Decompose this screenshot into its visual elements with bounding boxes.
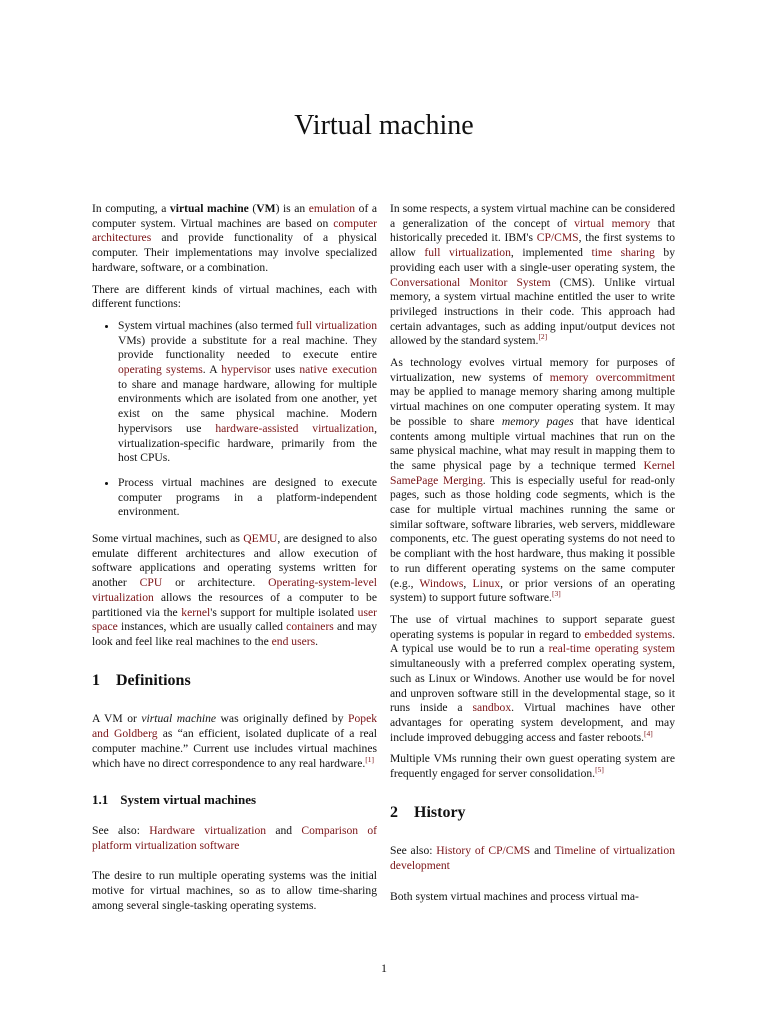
text: and [530, 844, 555, 858]
link-memory-overcommitment[interactable]: memory overcommitment [549, 370, 675, 384]
text: that historically preceded it. IBM's [390, 216, 675, 245]
link-kernel[interactable]: kernel [181, 605, 211, 619]
link-operating-systems[interactable]: operating systems [118, 363, 203, 377]
text: uses [270, 363, 300, 377]
consolidation-paragraph [390, 752, 675, 781]
link-qemu[interactable]: QEMU [243, 532, 278, 546]
page-number: 1 [381, 961, 387, 975]
subsection-title: System virtual machines [120, 792, 257, 808]
link-cp-cms[interactable]: CP/CMS [536, 231, 579, 245]
text: ( [248, 202, 257, 215]
text: that have identical contents among multiple virtual machines that run on the same physical machine, what may result in mapping them to the same physical page by a technique termed [390, 414, 675, 472]
link-history-of-cp-cms[interactable]: History of CP/CMS [436, 844, 531, 858]
text: or architecture. [162, 576, 269, 590]
definition-paragraph [92, 712, 377, 771]
link-timeline-of-virtualization[interactable]: Timeline of virtualization development [390, 844, 675, 873]
link-full-virtualization-2[interactable]: full virtualization [424, 246, 511, 260]
see-also-history [390, 844, 675, 873]
italic-term: memory pages [501, 414, 574, 428]
text: to share and manage hardware, allowing for multiple environments which are isolated from one another, yet exist on the same physical machine. Modern hypervisors use [118, 377, 377, 435]
link-kernel-samepage-merging[interactable]: Kernel SamePage Merging [390, 458, 675, 487]
text: , implemented [510, 246, 592, 260]
link-embedded-systems[interactable]: embedded systems [584, 627, 673, 641]
citation-3[interactable]: [3] [551, 589, 561, 599]
text: and may look and feel like real machines to the [92, 620, 377, 648]
text: by providing each user with a single-user operating system, the [390, 246, 675, 274]
text: See also: [390, 844, 437, 858]
link-popek-and-goldberg[interactable]: Popek and Goldberg [92, 712, 378, 741]
text: instances, which are usually called [117, 620, 287, 634]
list-item-system-vm [118, 319, 377, 466]
link-native-execution[interactable]: native execution [299, 363, 378, 377]
text: may be applied to manage memory sharing among multiple virtual machines on one computer operating system. It may be possible to share [390, 385, 675, 428]
kinds-paragraph: There are different kinds of virtual machines, each with different functions: [92, 282, 377, 311]
text: In some respects, a system virtual machine can be considered a generalization of the concept of [390, 202, 675, 230]
text: VMs) provide a substitute for a real machine. They provide functionality needed to execute entire [118, 333, 377, 362]
citation-2[interactable]: [2] [538, 332, 548, 342]
motive-paragraph: The desire to run multiple operating systems was the initial motive for virtual machines, so as to allow time-sharing among several single-tasking operating systems. [92, 869, 377, 912]
section-title: History [414, 803, 466, 821]
link-containers[interactable]: containers [286, 620, 334, 634]
link-computer-architectures[interactable]: computer architectures [92, 216, 377, 245]
link-virtual-memory[interactable]: virtual memory [574, 216, 651, 230]
text: as “an efficient, isolated duplicate of a real computer machine.” Current use includes virtual machines which have no direct correspondence to any real hardware. [92, 727, 377, 770]
text: As technology evolves virtual memory for purposes of virtualization, new systems of [390, 356, 675, 384]
link-time-sharing[interactable]: time sharing [591, 246, 655, 260]
left-column [92, 202, 377, 920]
section-title: Definitions [116, 671, 191, 689]
citation-1[interactable]: [1] [365, 754, 375, 764]
link-emulation[interactable]: emulation [308, 202, 356, 215]
text: System virtual machines (also termed [118, 318, 297, 332]
vm-kinds-list [92, 319, 377, 520]
text: , or prior versions of an operating system) to support future software. [390, 576, 675, 605]
text: . [315, 634, 319, 648]
text: The use of virtual machines to support separate guest operating systems is popular in regard to [390, 612, 675, 641]
section-number: 2 [390, 803, 398, 821]
link-windows[interactable]: Windows [419, 576, 464, 590]
text: simultaneously with a preferred complex operating system, such as Linux or Windows. Another use would be for novel and unproven software still in the developmental stage, so it runs inside a [390, 657, 675, 715]
italic-term: virtual machine [141, 712, 217, 726]
link-sandbox[interactable]: sandbox [472, 701, 512, 715]
embedded-paragraph [390, 613, 675, 745]
generalization-paragraph [390, 202, 675, 349]
link-user-space[interactable]: user space [92, 605, 377, 634]
text: , virtualization-specific hardware, primarily from the host CPUs. [118, 421, 377, 465]
see-also-system-vms [92, 824, 377, 853]
subsection-number: 1.1 [92, 792, 109, 808]
link-full-virtualization[interactable]: full virtualization [296, 318, 378, 332]
text: Multiple VMs running their own guest operating system are frequently engaged for server consolidation. [390, 752, 675, 781]
link-os-level-virtualization[interactable]: Operating-system-level virtualization [92, 576, 377, 604]
section-heading-definitions [92, 671, 377, 689]
text: and provide functionality of a physical computer. Their implementations may involve specialized hardware, software, or a combination. [92, 231, 377, 274]
link-end-users[interactable]: end users [271, 634, 316, 648]
emulation-paragraph [92, 532, 377, 650]
link-hardware-assisted-virtualization[interactable]: hardware-assisted virtualization [215, 421, 375, 435]
section-heading-history [390, 803, 675, 821]
text: 's support for multiple isolated [210, 605, 358, 619]
intro-paragraph [92, 202, 377, 276]
page-title: Virtual machine [294, 110, 474, 141]
subsection-heading-system-vms [92, 793, 377, 808]
right-column [390, 202, 675, 912]
link-conversational-monitor-system[interactable]: Conversational Monitor System [390, 275, 551, 289]
text: , the first systems to allow [390, 231, 675, 260]
text: . This is especially useful for read-only pages, such as those holding code segments, which is the case for multiple virtual machines running the same or similar software, software libraries, web servers, middleware components, etc. The guest operating systems do not need to be compliant with the host hardware, thus making it possible to run different operating systems on the same computer (e.g., [390, 473, 675, 590]
text: , [463, 576, 473, 590]
bold-term: virtual machine [169, 202, 249, 215]
link-cpu[interactable]: CPU [139, 576, 163, 590]
text: (CMS). Unlike virtual memory, a system virtual machine entitled the user to write privileged instructions in their code. This approach had certain advantages, such as adding input/output devices not allowed by the standard system. [390, 275, 676, 348]
link-comparison-of-platform-virtualization[interactable]: Comparison of platform virtualization software [92, 823, 378, 852]
text: . Virtual machines have other advantages for operating system development, and may include improved debugging access and faster reboots. [390, 701, 675, 744]
link-hardware-virtualization[interactable]: Hardware virtualization [149, 823, 267, 837]
text: and [266, 823, 302, 837]
text: . A typical use would be to run a [390, 627, 675, 656]
memory-paragraph [390, 356, 675, 606]
citation-4[interactable]: [4] [644, 728, 653, 738]
link-linux[interactable]: Linux [472, 576, 501, 590]
link-real-time-operating-system[interactable]: real-time operating system [548, 642, 675, 656]
text: was originally defined by [216, 712, 349, 726]
link-hypervisor[interactable]: hypervisor [221, 363, 271, 377]
text: See also: [92, 823, 150, 837]
text: allows the resources of a computer to be partitioned via the [92, 590, 377, 619]
text: Some virtual machines, such as [92, 532, 244, 546]
section-number: 1 [92, 671, 100, 689]
history-paragraph: Both system virtual machines and process virtual ma- [390, 889, 639, 903]
text: of a computer system. Virtual machines are based on [92, 202, 377, 230]
text: A VM or [92, 712, 142, 726]
bold-term: VM [256, 202, 276, 215]
text: In computing, a [92, 202, 170, 215]
text: ) is an [275, 202, 309, 215]
list-item-process-vm: • Process virtual machines are designed to execute computer programs in a platform-independent environment. [118, 476, 377, 520]
text: , are designed to also emulate different architectures and allow execution of software applications and operating systems written for another [92, 532, 377, 590]
citation-5[interactable]: [5] [595, 765, 604, 775]
text: . A [202, 363, 222, 377]
